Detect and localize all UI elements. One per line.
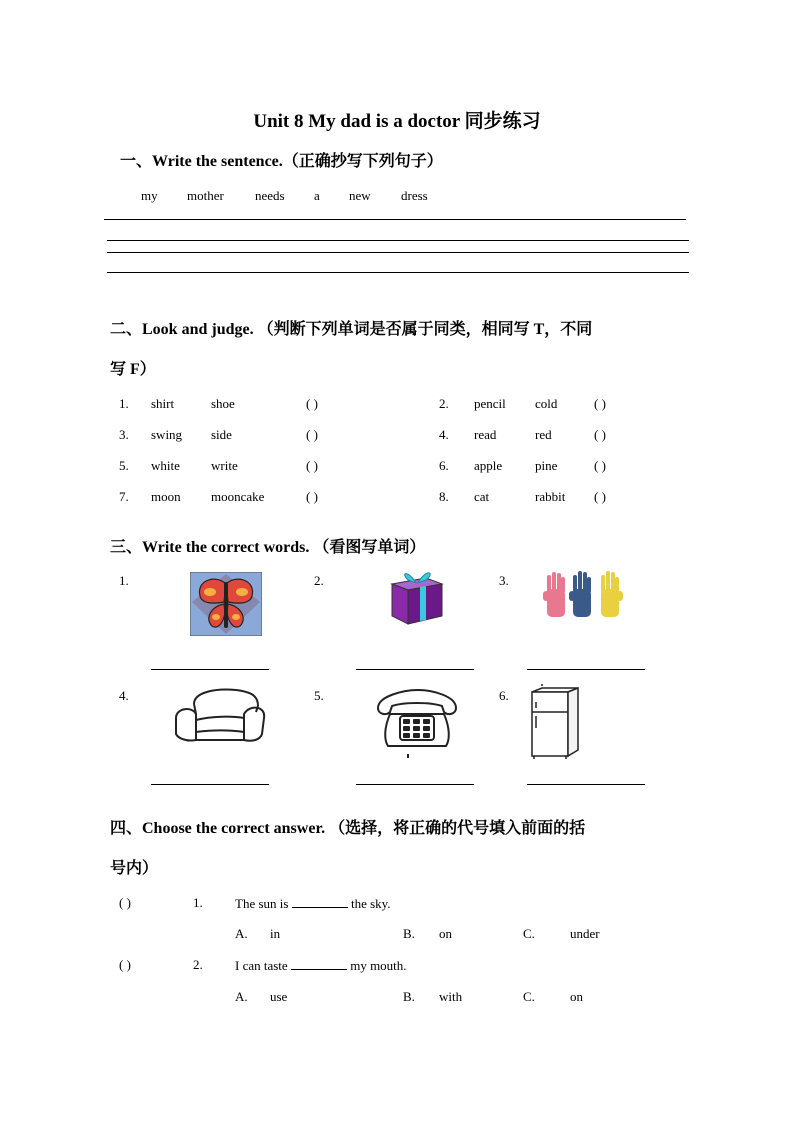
- answer-blank[interactable]: [151, 784, 269, 785]
- answer-paren[interactable]: ( ): [594, 489, 606, 504]
- section-4-heading: 四、Choose the correct answer. （选择，将正确的代号填入前面的括: [110, 820, 586, 837]
- answer-blank[interactable]: [527, 784, 645, 785]
- writing-line-4[interactable]: [107, 272, 689, 273]
- writing-line-1[interactable]: [104, 219, 686, 220]
- question-text-before: I can taste: [235, 958, 291, 973]
- picture-num: 2.: [314, 573, 324, 588]
- option-text: with: [439, 989, 463, 1004]
- judge-num: 5.: [119, 458, 129, 473]
- answer-paren[interactable]: ( ): [119, 957, 131, 972]
- option-text: under: [570, 926, 600, 941]
- judge-word-2: write: [211, 458, 238, 473]
- section-1-heading: 一、Write the sentence.（正确抄写下列句子）: [120, 153, 443, 170]
- answer-paren[interactable]: ( ): [594, 427, 606, 442]
- gift-box-icon: [386, 566, 448, 626]
- answer-paren[interactable]: ( ): [306, 489, 318, 504]
- answer-paren[interactable]: ( ): [594, 396, 606, 411]
- answer-paren[interactable]: ( ): [306, 427, 318, 442]
- option-letter: B.: [403, 926, 415, 941]
- word-1: my: [141, 188, 158, 203]
- gloves-icon: [543, 569, 625, 621]
- question-text-before: The sun is: [235, 896, 292, 911]
- judge-word-1: cat: [474, 489, 490, 504]
- judge-word-1: swing: [151, 427, 183, 442]
- picture-num: 6.: [499, 688, 509, 703]
- judge-num: 7.: [119, 489, 129, 504]
- section-2-heading: 二、Look and judge. （判断下列单词是否属于同类，相同写 T，不同: [110, 321, 593, 338]
- judge-word-1: read: [474, 427, 497, 442]
- picture-num: 1.: [119, 573, 129, 588]
- fridge-icon: [528, 684, 584, 760]
- option-letter: B.: [403, 989, 415, 1004]
- sofa-icon: [172, 684, 268, 748]
- option-text: on: [570, 989, 583, 1004]
- option-letter: A.: [235, 926, 248, 941]
- option-letter: C.: [523, 926, 535, 941]
- section-2-heading-cont: 写 F）: [110, 361, 156, 378]
- word-2: mother: [187, 188, 224, 203]
- question-text: [235, 957, 407, 974]
- fill-blank[interactable]: [292, 895, 348, 908]
- option-text: on: [439, 926, 452, 941]
- judge-word-1: moon: [151, 489, 181, 504]
- answer-blank[interactable]: [151, 669, 269, 670]
- picture-num: 5.: [314, 688, 324, 703]
- judge-word-1: pencil: [474, 396, 506, 411]
- judge-num: 6.: [439, 458, 449, 473]
- option-text: use: [270, 989, 288, 1004]
- judge-word-2: red: [535, 427, 552, 442]
- fill-blank[interactable]: [291, 957, 347, 970]
- judge-word-2: pine: [535, 458, 558, 473]
- word-5: new: [349, 188, 371, 203]
- judge-word-2: rabbit: [535, 489, 566, 504]
- option-text: in: [270, 926, 281, 941]
- answer-blank[interactable]: [356, 669, 474, 670]
- word-6: dress: [401, 188, 428, 203]
- judge-word-2: side: [211, 427, 232, 442]
- option-letter: C.: [523, 989, 535, 1004]
- kite-icon: [190, 572, 262, 636]
- judge-word-1: shirt: [151, 396, 175, 411]
- word-3: needs: [255, 188, 285, 203]
- judge-num: 4.: [439, 427, 449, 442]
- section-4-heading-cont: 号内）: [110, 860, 159, 877]
- question-num: 1.: [193, 895, 203, 910]
- answer-paren[interactable]: ( ): [306, 458, 318, 473]
- judge-word-2: cold: [535, 396, 558, 411]
- answer-blank[interactable]: [356, 784, 474, 785]
- writing-line-2[interactable]: [107, 240, 689, 241]
- answer-paren[interactable]: ( ): [306, 396, 318, 411]
- answer-blank[interactable]: [527, 669, 645, 670]
- option-letter: A.: [235, 989, 248, 1004]
- picture-num: 3.: [499, 573, 509, 588]
- judge-word-1: white: [151, 458, 180, 473]
- word-4: a: [314, 188, 320, 203]
- writing-line-3[interactable]: [107, 252, 689, 253]
- picture-num: 4.: [119, 688, 129, 703]
- judge-num: 2.: [439, 396, 449, 411]
- telephone-icon: [374, 688, 460, 758]
- question-num: 2.: [193, 957, 203, 972]
- question-text: [235, 895, 391, 912]
- question-text-after: the sky.: [347, 896, 391, 911]
- judge-word-2: mooncake: [211, 489, 265, 504]
- answer-paren[interactable]: ( ): [594, 458, 606, 473]
- judge-num: 8.: [439, 489, 449, 504]
- question-text-after: my mouth.: [346, 958, 407, 973]
- answer-paren[interactable]: ( ): [119, 895, 131, 910]
- judge-word-2: shoe: [211, 396, 235, 411]
- judge-word-1: apple: [474, 458, 503, 473]
- judge-num: 1.: [119, 396, 129, 411]
- judge-num: 3.: [119, 427, 129, 442]
- section-3-heading: 三、Write the correct words. （看图写单词）: [110, 539, 426, 556]
- page-title: Unit 8 My dad is a doctor 同步练习: [253, 111, 541, 132]
